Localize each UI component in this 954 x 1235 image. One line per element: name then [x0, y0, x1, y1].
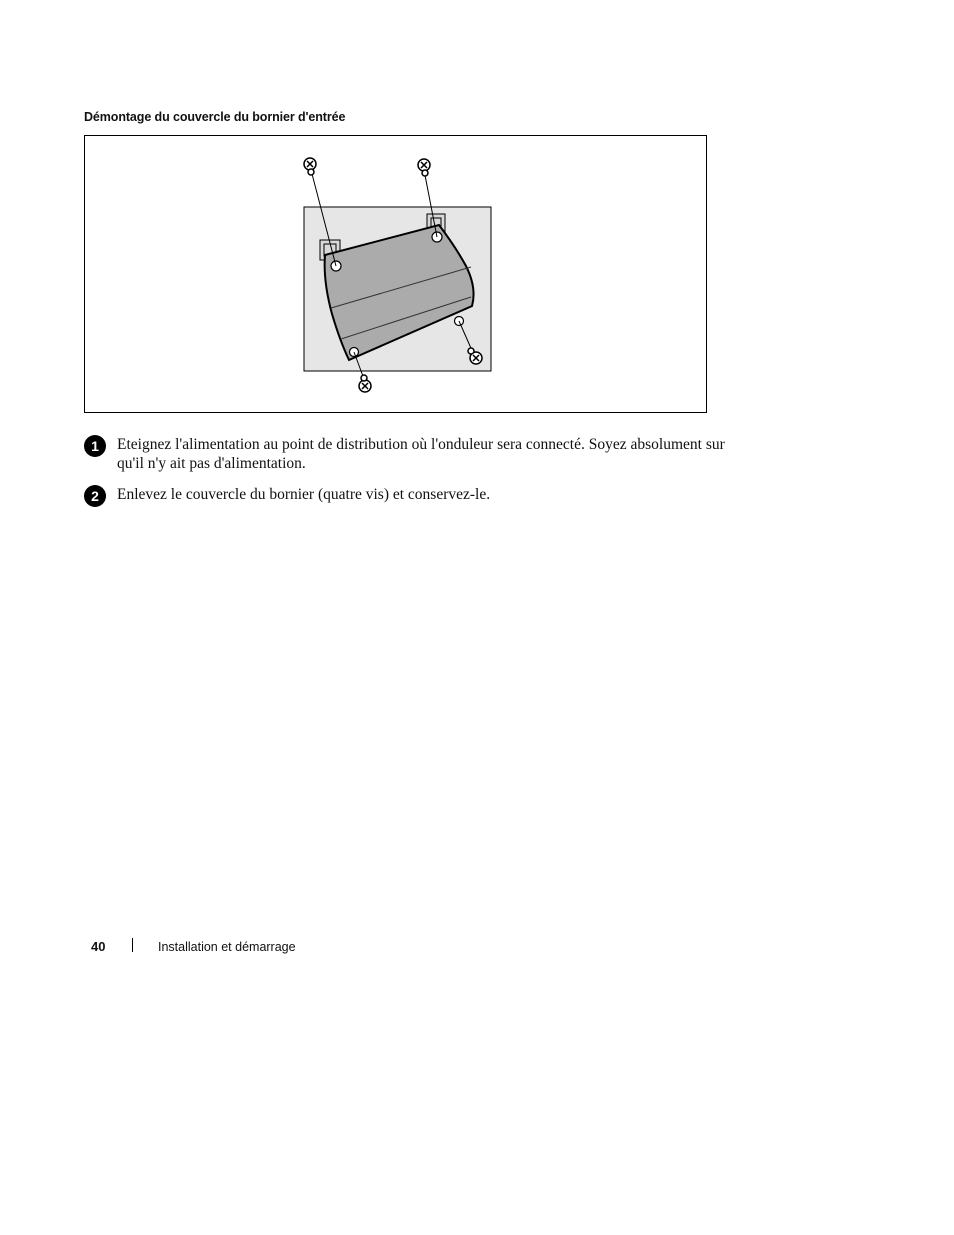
page-number: 40	[91, 939, 106, 954]
screw-icon	[304, 158, 316, 175]
step-number-badge: 2	[84, 485, 106, 507]
step-text: Eteignez l'alimentation au point de distribution où l'onduleur sera connecté. Soyez absolument sur qu'il n'y ait pas d'alimentation.	[117, 436, 725, 472]
step-text: Enlevez le couvercle du bornier (quatre vis) et conservez-le.	[117, 486, 491, 503]
step-number-badge: 1	[84, 435, 106, 457]
figure-frame	[84, 135, 707, 413]
footer-divider	[132, 938, 133, 952]
terminal-cover-illustration	[85, 136, 708, 414]
screw-icon	[359, 375, 371, 392]
footer-section-title: Installation et démarrage	[158, 940, 296, 954]
screw-icon	[418, 159, 430, 176]
figure-caption: Démontage du couvercle du bornier d'entrée	[84, 110, 346, 124]
